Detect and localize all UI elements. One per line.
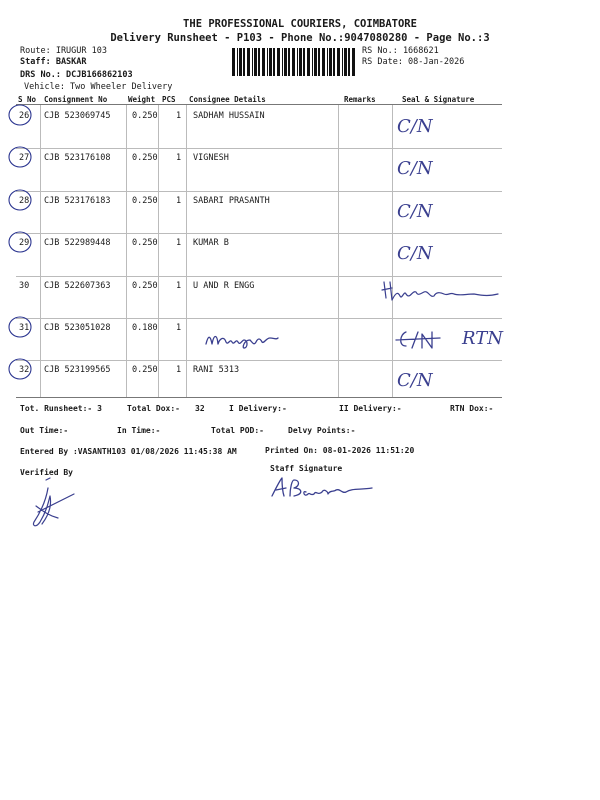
row-pcs: 1 xyxy=(176,323,182,333)
row-30-signature-scribble xyxy=(380,278,500,304)
i-delivery-label: I Delivery:- xyxy=(229,404,287,413)
row-delivery-remark: C/N xyxy=(397,158,433,180)
rs-number: RS No.: 1668621 xyxy=(362,46,439,56)
printed-on: Printed On: 08-01-2026 11:51:20 xyxy=(265,446,415,455)
row-consignment-no: CJB 523176108 xyxy=(44,153,111,164)
row-pcs: 1 xyxy=(176,111,182,121)
sno-circle-mark xyxy=(9,358,31,380)
column-guide xyxy=(40,105,41,397)
row-divider xyxy=(16,233,502,234)
row-consignee: SABARI PRASANTH xyxy=(193,195,270,206)
struck-out-cn-mark xyxy=(396,328,444,352)
col-weight: Weight xyxy=(128,95,156,104)
column-guide xyxy=(186,105,187,397)
row-consignment-no: CJB 523176183 xyxy=(44,195,111,206)
row-pcs: 1 xyxy=(176,365,182,376)
staff-label: Staff: BASKAR xyxy=(20,57,87,67)
verified-by-signature xyxy=(28,476,80,530)
ii-delivery-label: II Delivery:- xyxy=(339,404,402,413)
row-weight: 0.250 xyxy=(132,280,158,291)
rtn-dox-label: RTN Dox:- xyxy=(450,404,494,413)
column-guide xyxy=(158,105,159,397)
sno-circle-mark xyxy=(9,189,31,211)
handwritten-manager-note xyxy=(204,324,280,350)
row-consignee: VIGNESH xyxy=(193,153,229,164)
row-sno: 28 xyxy=(19,195,30,206)
row-consignment-no: CJB 523051028 xyxy=(44,323,111,333)
row-pcs: 1 xyxy=(176,153,182,164)
out-time-label: Out Time:- xyxy=(20,426,69,435)
column-guide xyxy=(338,105,339,397)
total-dox-value: 32 xyxy=(195,404,205,413)
row-consignment-no: CJB 522989448 xyxy=(44,238,111,249)
drs-label: DRS No.: DCJB166862103 xyxy=(20,70,133,80)
delvy-points-label: Delvy Points:- xyxy=(288,426,356,435)
row-consignee: KUMAR B xyxy=(193,238,229,249)
row-sno: 29 xyxy=(19,238,30,249)
staff-signature-label: Staff Signature xyxy=(270,464,343,473)
sno-circle-mark xyxy=(9,146,31,168)
sno-circle-mark xyxy=(9,104,31,126)
row-divider xyxy=(16,191,502,192)
row-weight: 0.250 xyxy=(132,365,158,376)
row-delivery-remark: C/N xyxy=(397,243,433,265)
row-pcs: 1 xyxy=(176,238,182,249)
col-seal-signature: Seal & Signature xyxy=(402,95,475,104)
row-consignment-no: CJB 523069745 xyxy=(44,111,111,121)
in-time-label: In Time:- xyxy=(117,426,161,435)
row-delivery-remark: C/N xyxy=(397,116,433,137)
row-delivery-remark: RTN xyxy=(462,328,503,349)
row-consignment-no: CJB 523199565 xyxy=(44,365,111,376)
col-sno: S No xyxy=(18,95,37,104)
verified-by-label: Verified By xyxy=(20,468,73,477)
row-consignee: SADHAM HUSSAIN xyxy=(193,111,265,121)
row-weight: 0.250 xyxy=(132,238,158,249)
total-pod-label: Total POD:- xyxy=(211,426,264,435)
row-consignment-no: CJB 522607363 xyxy=(44,280,111,291)
row-divider xyxy=(16,148,502,149)
total-dox-label: Total Dox:- xyxy=(127,404,180,413)
row-weight: 0.180 xyxy=(132,323,158,333)
col-consignee: Consignee Details xyxy=(189,95,266,104)
header-divider xyxy=(16,104,502,105)
sno-circle-mark xyxy=(9,316,31,338)
column-guide xyxy=(126,105,127,397)
row-divider xyxy=(16,318,502,319)
staff-signature-scribble xyxy=(268,474,378,502)
col-pcs: PCS xyxy=(162,95,176,104)
row-sno: 32 xyxy=(19,365,30,376)
row-pcs: 1 xyxy=(176,280,182,291)
row-consignee: U AND R ENGG xyxy=(193,280,255,291)
table-bottom-divider xyxy=(16,397,502,398)
column-guide xyxy=(392,105,393,397)
col-remarks: Remarks xyxy=(344,95,376,104)
row-sno: 27 xyxy=(19,153,30,164)
vehicle-label: Vehicle: Two Wheeler Delivery xyxy=(24,82,173,92)
runsheet-subtitle: Delivery Runsheet - P103 - Phone No.:9047080280 - Page No.:3 xyxy=(110,32,490,44)
sno-circle-mark xyxy=(9,231,31,253)
row-pcs: 1 xyxy=(176,195,182,206)
entered-by: Entered By :VASANTH103 01/08/2026 11:45:38 AM xyxy=(20,447,237,456)
company-title: THE PROFESSIONAL COURIERS, COIMBATORE xyxy=(183,18,417,30)
row-sno: 30 xyxy=(19,280,30,291)
col-consignment: Consignment No xyxy=(44,95,108,104)
row-divider xyxy=(16,276,502,277)
row-sno: 31 xyxy=(19,323,30,333)
rs-date: RS Date: 08-Jan-2026 xyxy=(362,57,465,67)
route-label: Route: IRUGUR 103 xyxy=(20,46,107,56)
row-consignee: RANI 5313 xyxy=(193,365,240,376)
total-runsheet: Tot. Runsheet:- 3 xyxy=(20,404,102,413)
row-sno: 26 xyxy=(19,111,30,121)
row-weight: 0.250 xyxy=(132,153,158,164)
row-divider xyxy=(16,360,502,361)
row-delivery-remark: C/N xyxy=(397,200,433,222)
row-weight: 0.250 xyxy=(132,195,158,206)
row-weight: 0.250 xyxy=(132,111,158,121)
barcode-image xyxy=(232,48,358,76)
row-delivery-remark: C/N xyxy=(397,370,433,392)
